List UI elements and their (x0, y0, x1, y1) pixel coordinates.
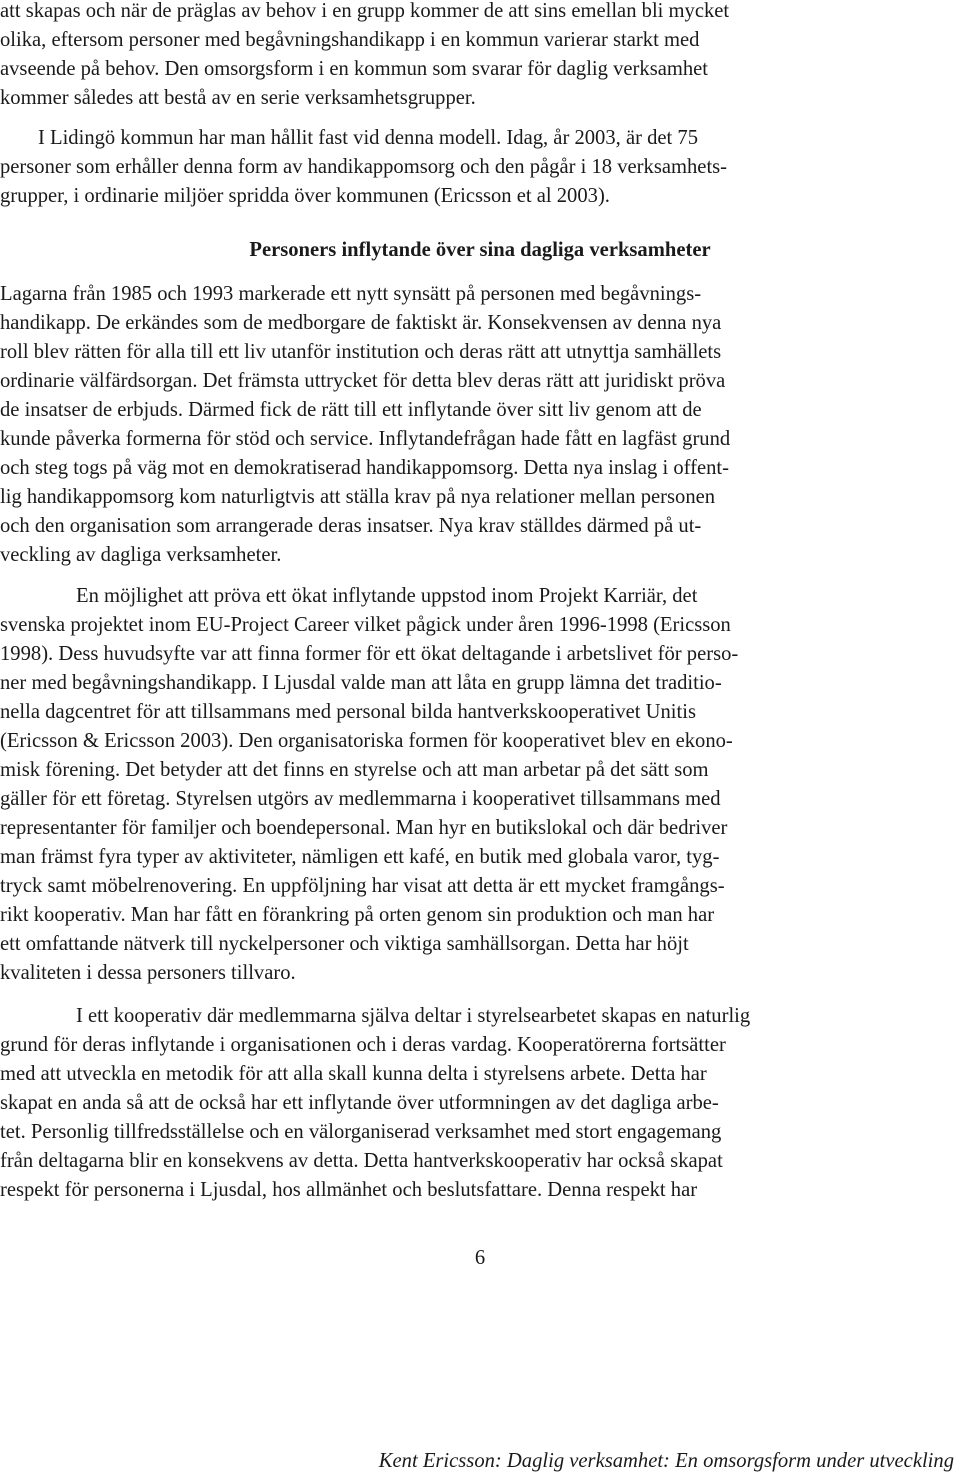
section-heading: Personers inflytande över sina dagliga verksamheter (249, 239, 711, 261)
text-line: veckling av dagliga verksamheter. (0, 544, 282, 566)
text-line: grund för deras inflytande i organisationen och i deras vardag. Kooperatörerna fortsätter (0, 1034, 726, 1056)
text-line: rikt kooperativ. Man har fått en förankring på orten genom sin produktion och man har (0, 904, 715, 926)
text-line: nella dagcentret för att tillsammans med personal bilda hantverkskooperativet Unitis (0, 701, 696, 723)
text-line: ner med begåvningshandikapp. I Ljusdal valde man att låta en grupp lämna det traditio- (0, 672, 722, 694)
text-line: I Lidingö kommun har man hållit fast vid denna modell. Idag, år 2003, är det 75 (38, 127, 698, 149)
text-line: kvaliteten i dessa personers tillvaro. (0, 962, 296, 984)
text-line: och den organisation som arrangerade deras insatser. Nya krav ställdes därmed på ut- (0, 515, 702, 537)
text-line: tet. Personlig tillfredsställelse och en välorganiserad verksamhet med stort engagemang (0, 1121, 722, 1143)
text-line: svenska projektet inom EU-Project Career vilket pågick under åren 1996-1998 (Ericsson (0, 614, 731, 636)
text-line: och steg togs på väg mot en demokratiserad handikappomsorg. Detta nya inslag i offent- (0, 457, 729, 479)
text-line: grupper, i ordinarie miljöer spridda över kommunen (Ericsson et al 2003). (0, 185, 610, 207)
text-line: från deltagarna blir en konsekvens av detta. Detta hantverkskooperativ har också skapat (0, 1150, 723, 1172)
text-line: lig handikappomsorg kom naturligtvis att ställa krav på nya relationer mellan personen (0, 486, 716, 508)
text-line: I ett kooperativ där medlemmarna själva deltar i styrelsearbetet skapas en naturlig (76, 1005, 751, 1027)
text-line: gäller för ett företag. Styrelsen utgörs av medlemmarna i kooperativet tillsammans med (0, 788, 721, 810)
text-line: personer som erhåller denna form av handikappomsorg och den pågår i 18 verksamhets- (0, 156, 728, 178)
text-line: roll blev rätten för alla till ett liv utanför institution och deras rätt att utnyttja samhällets (0, 341, 722, 363)
text-line: representanter för familjer och boendepersonal. Man hyr en butikslokal och där bedriver (0, 817, 728, 839)
text-line: olika, eftersom personer med begåvningshandikapp i en kommun varierar starkt med (0, 29, 700, 51)
text-line: (Ericsson & Ericsson 2003). Den organisatoriska formen för kooperativet blev en ekono- (0, 730, 733, 752)
text-line: kommer således att bestå av en serie verksamhetsgrupper. (0, 87, 476, 109)
text-line: man främst fyra typer av aktiviteter, nämligen ett kafé, en butik med globala varor, tyg- (0, 846, 720, 868)
text-line: att skapas och när de präglas av behov i en grupp kommer de att sins emellan bli mycket (0, 0, 730, 22)
text-line: Lagarna från 1985 och 1993 markerade ett nytt synsätt på personen med begåvnings- (0, 283, 702, 305)
text-line: avseende på behov. Den omsorgsform i en kommun som svarar för daglig verksamhet (0, 58, 709, 80)
text-line: ordinarie välfärdsorgan. Det främsta uttrycket för detta blev deras rätt att juridiskt pröva (0, 370, 726, 392)
text-line: med att utveckla en metodik för att alla skall kunna delta i styrelsens arbete. Detta har (0, 1063, 707, 1085)
text-line: skapat en anda så att de också har ett inflytande över utformningen av det dagliga arbe- (0, 1092, 719, 1114)
page-number: 6 (474, 1247, 486, 1269)
text-line: kunde påverka formerna för stöd och service. Inflytandefrågan hade fått en lagfäst grund (0, 428, 731, 450)
text-line: tryck samt möbelrenovering. En uppföljning har visat att detta är ett mycket framgångs- (0, 875, 725, 897)
text-line: de insatser de erbjuds. Därmed fick de rätt till ett inflytande över sitt liv genom att de (0, 399, 702, 421)
running-footer: Kent Ericsson: Daglig verksamhet: En omsorgsform under utveckling (378, 1450, 954, 1472)
text-line: respekt för personerna i Ljusdal, hos allmänhet och beslutsfattare. Denna respekt har (0, 1179, 698, 1201)
text-line: misk förening. Det betyder att det finns en styrelse och att man arbetar på det sätt som (0, 759, 709, 781)
text-line: handikapp. De erkändes som de medborgare de faktiskt är. Konsekvensen av denna nya (0, 312, 722, 334)
text-line: 1998). Dess huvudsyfte var att finna former för ett ökat deltagande i arbetslivet för perso- (0, 643, 739, 665)
text-line: En möjlighet att pröva ett ökat inflytande uppstod inom Projekt Karriär, det (76, 585, 698, 607)
text-line: ett omfattande nätverk till nyckelpersoner och viktiga samhällsorgan. Detta har höjt (0, 933, 689, 955)
